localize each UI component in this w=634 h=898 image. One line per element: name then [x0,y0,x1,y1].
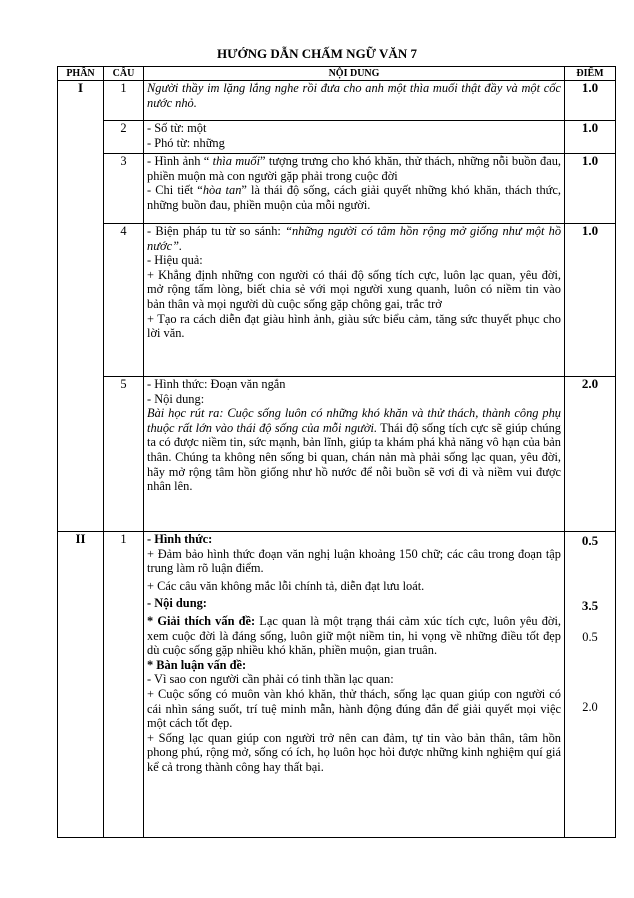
score-cell: 2.0 [565,377,616,532]
part-label: I [58,81,104,532]
table-row [58,81,616,121]
answer-line: - Hiệu quả: [147,253,203,268]
answer-cell [144,154,565,224]
score-cell [565,532,616,838]
sub-heading: * Bàn luận vấn đề: [147,657,247,672]
table-row [58,121,616,154]
answer-line [147,614,561,658]
answer-cell [144,81,565,121]
table-row [58,377,616,532]
header-content: NỘI DUNG [144,67,565,81]
score-value: 3.5 [581,598,599,613]
question-number: 3 [104,154,144,224]
header-question: CÂU [104,67,144,81]
table-row [58,154,616,224]
answer-line: - Nội dung: [147,391,205,406]
answer-cell [144,121,565,154]
answer-line: + Các câu văn không mắc lỗi chính tả, diễn đạt lưu loát. [147,578,425,593]
score-value: 0.5 [581,533,599,548]
answer-line: - Hình thức: Đoạn văn ngắn [147,377,286,391]
page-title: HƯỚNG DẪN CHẤM NGỮ VĂN 7 [217,46,417,61]
quoted-term: hòa tan [202,183,242,198]
table-header-row [58,67,616,81]
question-number: 1 [104,81,144,121]
text-run: ” là thái độ sống, cách giải quyết những khó khăn, thách thức, những buồn đau, phiền muộn của mỗi người. [147,183,561,212]
answer-line: + Đảm bảo hình thức đoạn văn nghị luận khoảng 150 chữ; các câu trong đoạn tập trung làm rõ luận điểm. [147,546,561,576]
question-number: 4 [104,224,144,377]
table-row [58,224,616,377]
text-run: - Biện pháp tu từ so sánh: [147,224,286,238]
answer-line [147,154,561,183]
score-value: 0.5 [582,630,598,644]
text-run: - Hình ảnh “ [147,154,210,168]
answer-cell [144,532,565,838]
answer-line: - Phó từ: những [147,135,225,150]
answer-line: - Số từ: một [147,121,207,135]
score-cell: 1.0 [565,224,616,377]
score-cell: 1.0 [565,121,616,154]
text-run: Lạc quan là một trạng thái cảm xúc tích cực, luôn yêu đời, xem cuộc đời là đáng sống, luôn giữ một niềm tin, hi vọng về những điều tốt đẹp dù cuộc sống gặp nhiều khó khăn, phiền muộn, gian truân. [147,613,562,658]
question-number: 5 [104,377,144,532]
question-number: 2 [104,121,144,154]
answer-heading: - Hình thức: [147,532,213,546]
answer-line: + Tạo ra cách diễn đạt giàu hình ảnh, giàu sức biểu cảm, tăng sức thuyết phục cho lời văn. [147,311,561,341]
score-cell: 1.0 [565,81,616,121]
answer-text: Người thầy im lặng lắng nghe rồi đưa cho anh một thìa muối thật đầy và một cốc nước nhỏ. [147,81,561,110]
header-score: ĐIỂM [565,67,616,81]
answer-line: - Vì sao con người cần phải có tinh thần lạc quan: [147,672,394,687]
quoted-term: thìa muối [209,154,261,168]
answer-cell [144,224,565,377]
answer-heading: - Nội dung: [147,596,207,611]
part-label: II [58,532,104,838]
grading-table [57,66,616,838]
quoted-term: “những người có tâm hồn rộng mở giống như một hồ nước”. [147,224,562,253]
lesson-text: Bài học rút ra: Cuộc sống luôn có những khó khăn và thử thách, thành công phụ thuộc rất lớn vào thái độ sống của mỗi người. [147,406,561,435]
question-number: 1 [104,532,144,838]
answer-cell [144,377,565,532]
score-value: 2.0 [582,700,598,714]
answer-line [147,183,561,212]
score-cell: 1.0 [565,154,616,224]
sub-heading: * Giải thích vấn đề: [147,613,256,628]
text-run: ” tượng trưng cho khó khăn, thử thách, những nỗi buồn đau, phiền muộn mà con người gặp phải trong cuộc đời [147,154,561,183]
table-row [58,532,616,838]
text-run: - Chi tiết “ [147,183,203,198]
header-part: PHẦN [58,67,104,81]
text-run: Thái độ sống tích cực sẽ giúp chúng ta có được niềm tin, sức mạnh, bản lĩnh, giúp ta khám phá khả năng vô hạn của bản thân. Chúng ta không nên sống bi quan, chán nản mà phải sống lạc quan, yêu đời, hãy mở rộng tâm hồn giống như hồ nước để nỗi buồn sẽ vơi đi và niềm vui được nhân lên. [147,420,561,494]
answer-line: + Cuộc sống có muôn vàn khó khăn, thử thách, sống lạc quan giúp con người có cái nhìn sáng suốt, trí tuệ minh mẫn, hành động đúng đắn để giải quyết mọi việc một cách tốt đẹp. [147,686,561,731]
answer-line [147,224,561,253]
answer-line: + Sống lạc quan giúp con người trở nên can đảm, tự tin vào bản thân, tâm hồn phong phú, rộng mở, sống có ích, họ luôn học hỏi được những kinh nghiệm quí giá kể cả trong thành công hay thất bại. [147,730,561,774]
answer-line: + Khẳng định những con người có thái độ sống tích cực, luôn lạc quan, yêu đời, mở rộng tấm lòng, biết chia sẻ với mọi người xung quanh, luôn có niềm tin vào bản thân và mọi người dù cuộc sống gặp chông gai, trắc trở [147,267,561,311]
answer-line [147,406,561,494]
